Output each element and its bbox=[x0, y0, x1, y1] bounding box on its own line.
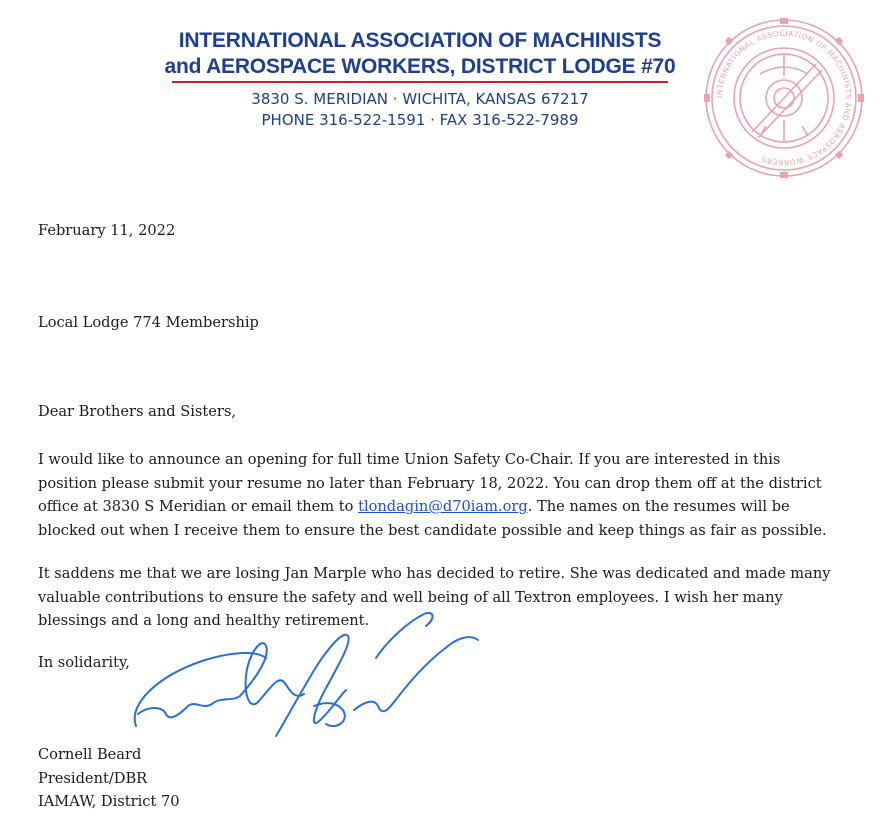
paragraph-line: blessings and a long and healthy retirement. bbox=[38, 612, 370, 629]
email-link[interactable]: tlondagin@d70iam.org bbox=[358, 498, 528, 515]
letter-salutation: Dear Brothers and Sisters, bbox=[38, 403, 236, 420]
paragraph-text: office at 3830 S Meridian or email them to bbox=[38, 498, 359, 515]
organization-name-line2: and AEROSPACE WORKERS, DISTRICT LODGE #70 bbox=[164, 55, 676, 78]
signer-organization: IAMAW, District 70 bbox=[38, 793, 180, 810]
organization-name-line1: INTERNATIONAL ASSOCIATION OF MACHINISTS bbox=[178, 29, 662, 52]
union-seal-icon bbox=[700, 14, 868, 182]
handwritten-signature bbox=[118, 606, 488, 756]
organization-address: 3830 S. MERIDIAN · WICHITA, KANSAS 67217 bbox=[251, 90, 589, 108]
paragraph-line: position please submit your resume no later than February 18, 2022. You can drop them off at the district bbox=[38, 474, 822, 492]
signer-title: President/DBR bbox=[38, 769, 148, 787]
letterhead bbox=[160, 28, 680, 131]
paragraph-line: It saddens me that we are losing Jan Marple who has decided to retire. She was dedicated and made many bbox=[38, 565, 831, 582]
signer-name: Cornell Beard bbox=[38, 746, 142, 763]
paragraph-text: . The names on the resumes will be bbox=[527, 498, 790, 515]
letter-date: February 11, 2022 bbox=[38, 222, 176, 239]
letter-closing: In solidarity, bbox=[38, 654, 130, 671]
paragraph-line bbox=[38, 495, 827, 519]
paragraph-line: blocked out when I receive them to ensure the best candidate possible and keep things as fair as possible. bbox=[38, 521, 827, 539]
letter-recipient: Local Lodge 774 Membership bbox=[38, 314, 259, 331]
signature-block bbox=[38, 743, 180, 814]
paragraph-line: valuable contributions to ensure the safety and well being of all Textron employees. I wish her many bbox=[38, 588, 783, 606]
svg-text:INTERNATIONAL ASSOCIATION OF M: INTERNATIONAL ASSOCIATION OF MACHINISTS AND AEROSPACE WORKERS bbox=[714, 28, 854, 168]
organization-phone: PHONE 316-522-1591 · FAX 316-522-7989 bbox=[261, 111, 579, 129]
paragraph-line: I would like to announce an opening for full time Union Safety Co-Chair. If you are interested in this bbox=[38, 451, 781, 468]
letterhead-rule bbox=[172, 81, 668, 83]
paragraph-announcement bbox=[38, 448, 827, 542]
